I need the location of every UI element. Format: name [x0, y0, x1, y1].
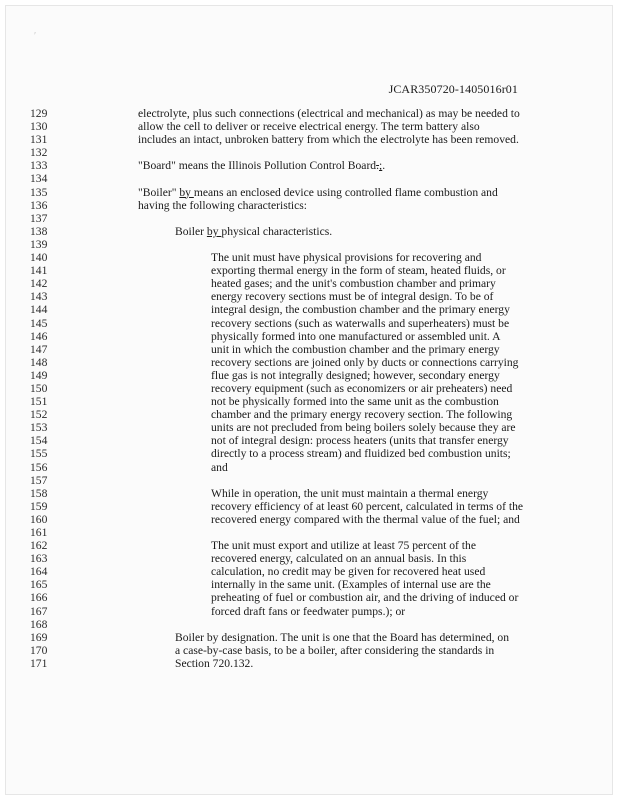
line-number: 168: [30, 617, 48, 631]
document-line: [6, 303, 612, 316]
line-text: integral design, the combustion chamber and the primary energy: [211, 303, 510, 317]
document-line: [6, 461, 612, 474]
document-line: [6, 474, 612, 487]
line-text: directly to a process stream) and fluidized bed combustion units;: [211, 447, 511, 461]
document-line: [6, 238, 612, 251]
document-body: [6, 107, 612, 670]
line-number: 152: [30, 408, 48, 422]
line-text: The unit must export and utilize at least 75 percent of the: [211, 539, 476, 553]
line-number: 145: [30, 316, 48, 330]
line-number: 144: [30, 303, 48, 317]
document-line: [6, 356, 612, 369]
line-text: flue gas is not integrally designed; however, secondary energy: [211, 368, 500, 382]
line-number: 129: [30, 107, 48, 120]
line-number: 132: [30, 146, 48, 160]
line-text: calculation, no credit may be given for recovered heat used: [211, 565, 486, 579]
line-number: 146: [30, 329, 48, 343]
line-number: 141: [30, 264, 48, 278]
line-text: chamber and the primary energy recovery section. The following: [211, 408, 513, 422]
document-line: [6, 421, 612, 434]
document-line: [6, 487, 612, 500]
line-text: Boiler by physical characteristics.: [175, 224, 333, 238]
line-number: 155: [30, 447, 48, 461]
document-line: [6, 290, 612, 303]
document-line: [6, 618, 612, 631]
line-text: recovered energy compared with the thermal value of the fuel; and: [211, 512, 520, 526]
document-line: [6, 264, 612, 277]
line-number: 130: [30, 120, 48, 134]
line-number: 164: [30, 565, 48, 579]
line-text: includes an intact, unbroken battery from which the electrolyte has been removed.: [138, 133, 519, 147]
line-number: 163: [30, 552, 48, 566]
line-number: 171: [30, 656, 48, 670]
document-line: [6, 172, 612, 185]
line-number: 142: [30, 277, 48, 291]
line-text: heated gases; and the unit's combustion chamber and primary: [211, 277, 496, 291]
line-text: exporting thermal energy in the form of steam, heated fluids, or: [211, 264, 506, 278]
line-text: internally in the same unit. (Examples of internal use are the: [211, 578, 491, 592]
line-number: 134: [30, 172, 48, 186]
line-number: 150: [30, 381, 48, 395]
document-line: [6, 277, 612, 290]
line-number: 154: [30, 434, 48, 448]
document-line: [6, 120, 612, 133]
document-line: [6, 212, 612, 225]
line-number: 138: [30, 224, 48, 238]
line-number: 135: [30, 185, 48, 199]
line-text: preheating of fuel or combustion air, and the driving of induced or: [211, 591, 519, 605]
line-number: 169: [30, 630, 48, 644]
line-text: "Board" means the Illinois Pollution Control Board.;.: [138, 159, 386, 173]
document-line: [6, 434, 612, 447]
line-number: 133: [30, 159, 48, 173]
line-text: While in operation, the unit must maintain a thermal energy: [211, 486, 489, 500]
line-number: 139: [30, 237, 48, 251]
line-text: energy recovery sections must be of integral design. To be of: [211, 290, 494, 304]
document-line: [6, 578, 612, 591]
line-text: forced draft fans or feedwater pumps.); or: [211, 604, 406, 618]
document-line: [6, 591, 612, 604]
line-number: 170: [30, 643, 48, 657]
line-number: 143: [30, 290, 48, 304]
line-number: 159: [30, 499, 48, 513]
inserted-text: by: [206, 224, 222, 238]
line-text: The unit must have physical provisions for recovering and: [211, 251, 482, 265]
line-number: 147: [30, 342, 48, 356]
line-number: 160: [30, 512, 48, 526]
line-text: not of integral design: process heaters (units that transfer energy: [211, 434, 509, 448]
document-line: [6, 500, 612, 513]
line-number: 158: [30, 486, 48, 500]
line-text: electrolyte, plus such connections (electrical and mechanical) as may be needed to: [138, 107, 520, 120]
line-text: not be physically formed into the same unit as the combustion: [211, 395, 499, 409]
line-number: 161: [30, 526, 48, 539]
line-text: and: [211, 460, 228, 474]
document-line: [6, 526, 612, 539]
line-number: 156: [30, 460, 48, 474]
document-line: [6, 539, 612, 552]
line-text: Boiler by designation. The unit is one that the Board has determined, on: [175, 630, 510, 644]
document-line: [6, 605, 612, 618]
line-number: 151: [30, 395, 48, 409]
document-line: [6, 107, 612, 120]
line-number: 153: [30, 421, 48, 435]
line-text: Section 720.132.: [175, 656, 254, 670]
document-line: [6, 657, 612, 670]
document-line: [6, 133, 612, 146]
document-line: [6, 225, 612, 238]
line-number: 167: [30, 604, 48, 618]
line-number: 148: [30, 355, 48, 369]
line-number: 140: [30, 251, 48, 265]
document-line: [6, 159, 612, 172]
line-text: physically formed into one manufactured or assembled unit. A: [211, 329, 501, 343]
line-text: a case-by-case basis, to be a boiler, after considering the standards in: [175, 643, 495, 657]
line-number: 131: [30, 133, 48, 147]
line-text: units are not precluded from being boilers solely because they are: [211, 421, 516, 435]
line-number: 137: [30, 211, 48, 225]
deleted-text: .: [376, 159, 380, 173]
line-number: 149: [30, 368, 48, 382]
line-text: having the following characteristics:: [138, 198, 308, 212]
document-line: [6, 199, 612, 212]
line-text: recovery efficiency of at least 60 percent, calculated in terms of the: [211, 499, 524, 513]
document-line: [6, 408, 612, 421]
document-line: [6, 343, 612, 356]
document-line: [6, 552, 612, 565]
line-text: allow the cell to deliver or receive electrical energy. The term battery also: [138, 120, 480, 134]
line-number: 165: [30, 578, 48, 592]
document-page: [6, 6, 612, 794]
line-number: 136: [30, 198, 48, 212]
document-line: [6, 369, 612, 382]
document-line: [6, 447, 612, 460]
document-line: [6, 513, 612, 526]
document-line: [6, 565, 612, 578]
document-line: [6, 395, 612, 408]
line-number: 166: [30, 591, 48, 605]
line-text: "Boiler" by means an enclosed device using controlled flame combustion and: [138, 185, 498, 199]
line-text: recovery equipment (such as economizers or air preheaters) need: [211, 381, 513, 395]
inserted-text: ;: [379, 159, 383, 173]
line-number: 162: [30, 539, 48, 553]
document-header-id: JCAR350720-1405016r01: [388, 82, 518, 96]
inserted-text: by: [179, 185, 194, 199]
document-line: [6, 186, 612, 199]
document-line: [6, 644, 612, 657]
line-number: 157: [30, 473, 48, 487]
line-text: recovery sections are joined only by ducts or connections carrying: [211, 355, 519, 369]
document-line: [6, 146, 612, 159]
line-text: recovered energy, calculated on an annual basis. In this: [211, 552, 467, 566]
document-line: [6, 382, 612, 395]
document-line: [6, 317, 612, 330]
document-line: [6, 330, 612, 343]
document-line: [6, 251, 612, 264]
scan-speck: ′: [34, 31, 37, 42]
line-text: recovery sections (such as waterwalls and superheaters) must be: [211, 316, 510, 330]
line-text: unit in which the combustion chamber and the primary energy: [211, 342, 500, 356]
document-line: [6, 631, 612, 644]
